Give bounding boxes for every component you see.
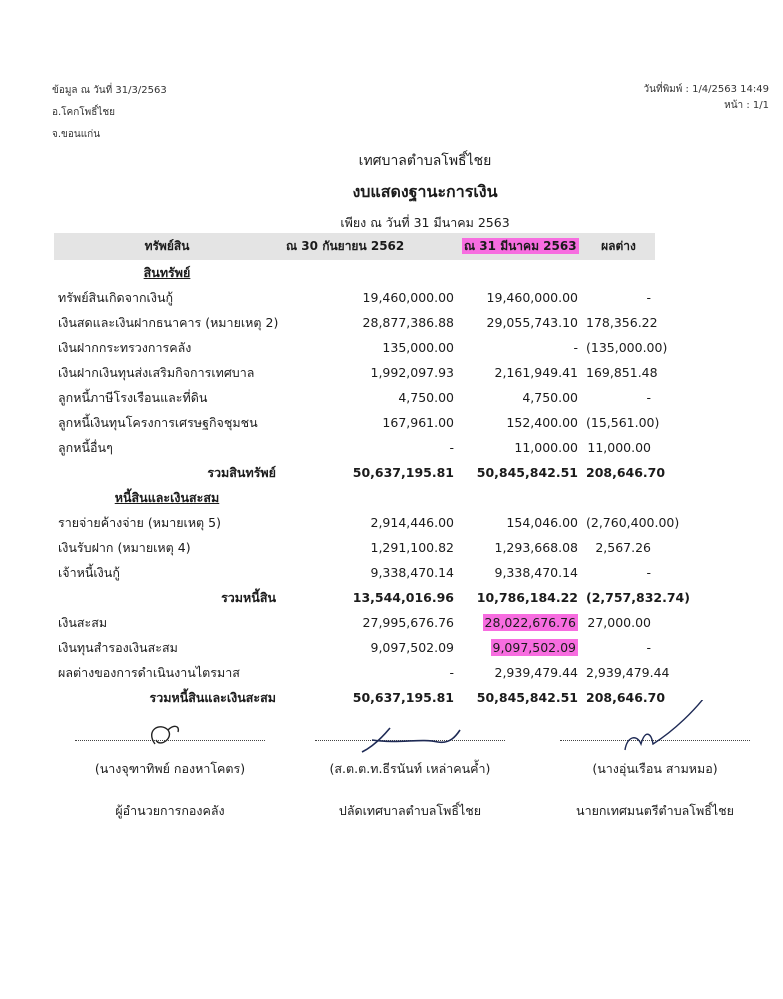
current-period-value: 152,400.00 — [506, 415, 578, 430]
difference-value: 11,000.00 — [587, 440, 651, 455]
as-of-date: เพียง ณ วันที่ 31 มีนาคม 2563 — [340, 215, 510, 230]
signature-scribble-2 — [300, 700, 520, 760]
document-title: งบแสดงฐานะการเงิน — [352, 182, 498, 201]
signer-name: (นางอุ่นเรือน สามหมอ) — [592, 761, 718, 776]
prior-period-value: - — [449, 665, 454, 680]
table-row — [54, 535, 655, 560]
prior-period-value: 19,460,000.00 — [362, 290, 454, 305]
prior-period-value: 1,291,100.82 — [370, 540, 454, 555]
signature-block-clerk — [300, 740, 520, 821]
table-row — [54, 510, 655, 535]
difference-value: 27,000.00 — [587, 615, 651, 630]
current-period-highlight: ณ 31 มีนาคม 2563 — [464, 239, 577, 253]
prior-period-value: 2,914,446.00 — [370, 515, 454, 530]
column-header-assets: ทรัพย์สิน — [54, 233, 280, 260]
difference-value: (2,760,400.00) — [586, 515, 680, 530]
total-row — [54, 585, 655, 610]
difference-value: - — [646, 640, 651, 655]
row-label: รายจ่ายค้างจ่าย (หมายเหตุ 5) — [58, 514, 221, 530]
row-label: ลูกหนี้เงินทุนโครงการเศรษฐกิจชุมชน — [58, 414, 258, 430]
current-period-value — [458, 610, 582, 635]
table-row — [54, 285, 655, 310]
current-period-value: 50,845,842.51 — [476, 465, 578, 480]
signer-position: ผู้อำนวยการกองคลัง — [115, 803, 225, 818]
difference-value: 208,646.70 — [586, 465, 666, 480]
difference-value: - — [646, 390, 651, 405]
current-period-value: 11,000.00 — [514, 440, 578, 455]
prior-period-value — [280, 260, 458, 285]
current-period-value: - — [573, 340, 578, 355]
row-label: รวมหนี้สินและเงินสะสม — [149, 689, 276, 705]
print-date: วันที่พิมพ์ : 1/4/2563 14:49 — [643, 84, 769, 95]
data-date: ข้อมูล ณ วันที่ 31/3/2563 — [52, 85, 167, 96]
table-row — [54, 335, 655, 360]
current-period-value: 19,460,000.00 — [486, 290, 578, 305]
prior-period-value: 13,544,016.96 — [352, 590, 454, 605]
report-meta-right — [644, 82, 769, 114]
row-label: เงินสะสม — [58, 614, 108, 630]
table-row — [54, 310, 655, 335]
organization-name: เทศบาลตำบลโพธิ์ไชย — [358, 153, 492, 169]
difference-value: 169,851.48 — [586, 365, 658, 380]
row-label: ลูกหนี้อื่นๆ — [58, 439, 113, 455]
signature-scribble-1 — [60, 700, 280, 760]
prior-period-value: 9,338,470.14 — [370, 565, 454, 580]
row-label: ผลต่างของการดำเนินงานไตรมาส — [58, 664, 240, 680]
current-period-value — [458, 260, 582, 285]
row-label: เงินฝากเงินทุนส่งเสริมกิจการเทศบาล — [58, 364, 255, 380]
table-row — [54, 360, 655, 385]
prior-period-value: 9,097,502.09 — [370, 640, 454, 655]
column-header-prior-period: ณ 30 กันยายน 2562 — [280, 233, 458, 260]
difference-value: (2,757,832.74) — [586, 590, 690, 605]
section-row — [54, 485, 655, 510]
report-meta-left — [52, 80, 167, 146]
difference-value: 178,356.22 — [586, 315, 658, 330]
signer-position: ปลัดเทศบาลตำบลโพธิ์ไชย — [338, 803, 482, 818]
row-label: เงินสดและเงินฝากธนาคาร (หมายเหตุ 2) — [58, 314, 279, 330]
current-period-value — [458, 485, 582, 510]
district-name: อ.โคกโพธิ์ไชย — [52, 107, 116, 118]
table-row — [54, 385, 655, 410]
balance-sheet-table — [54, 233, 690, 710]
row-label: เงินทุนสำรองเงินสะสม — [58, 639, 178, 655]
difference-value: 208,646.70 — [586, 690, 666, 705]
row-label: เงินฝากกระทรวงการคลัง — [58, 339, 192, 355]
table-row — [54, 560, 655, 585]
current-period-value: 4,750.00 — [522, 390, 578, 405]
section-row — [54, 260, 655, 285]
difference-value: (135,000.00) — [586, 340, 668, 355]
current-period-value: 29,055,743.10 — [486, 315, 578, 330]
signature-scribble-3 — [545, 700, 765, 760]
prior-period-value: 167,961.00 — [382, 415, 454, 430]
prior-period-value: 27,995,676.76 — [362, 615, 454, 630]
prior-period-value: 50,637,195.81 — [352, 690, 454, 705]
prior-period-value — [280, 485, 458, 510]
highlighted-value: 28,022,676.76 — [484, 615, 576, 630]
prior-period-value: 50,637,195.81 — [352, 465, 454, 480]
signature-block-mayor — [545, 740, 765, 821]
prior-period-value: 4,750.00 — [398, 390, 454, 405]
table-body — [54, 260, 690, 710]
difference-value: 2,939,479.44 — [586, 665, 670, 680]
row-label: เจ้าหนี้เงินกู้ — [58, 564, 120, 580]
difference-value: - — [646, 290, 651, 305]
document-heading — [230, 150, 620, 233]
current-period-value: 2,161,949.41 — [494, 365, 578, 380]
difference-value — [582, 485, 655, 510]
prior-period-value: 1,992,097.93 — [370, 365, 454, 380]
page-number: หน้า : 1/1 — [724, 100, 769, 111]
prior-period-value: 135,000.00 — [382, 340, 454, 355]
table-row — [54, 610, 655, 635]
current-period-value: 154,046.00 — [506, 515, 578, 530]
table-header-row — [54, 233, 655, 260]
row-label: รวมสินทรัพย์ — [207, 464, 276, 480]
difference-value: 2,567.26 — [595, 540, 651, 555]
row-label: ลูกหนี้ภาษีโรงเรือนและที่ดิน — [58, 389, 208, 405]
province-name: จ.ขอนแก่น — [52, 129, 101, 140]
current-period-value: 10,786,184.22 — [476, 590, 578, 605]
current-period-value: 2,939,479.44 — [494, 665, 578, 680]
current-period-value — [458, 635, 582, 660]
column-header-current-period — [458, 233, 582, 260]
total-row — [54, 460, 655, 485]
prior-period-value: - — [449, 440, 454, 455]
signature-block-finance — [60, 740, 280, 821]
row-label: รวมหนี้สิน — [221, 589, 276, 605]
current-period-value: 9,338,470.14 — [494, 565, 578, 580]
row-label: เงินรับฝาก (หมายเหตุ 4) — [58, 539, 191, 555]
difference-value: (15,561.00) — [586, 415, 660, 430]
column-header-difference: ผลต่าง — [582, 233, 655, 260]
highlighted-value: 9,097,502.09 — [492, 640, 576, 655]
section-label: สินทรัพย์ — [143, 264, 191, 280]
signer-name: (นางจุฑาทิพย์ กองหาโคตร) — [94, 761, 246, 776]
difference-value — [582, 260, 655, 285]
table-row — [54, 435, 655, 460]
table-row — [54, 635, 655, 660]
current-period-value: 1,293,668.08 — [494, 540, 578, 555]
section-label: หนี้สินและเงินสะสม — [114, 489, 220, 505]
signer-name: (ส.ต.ต.ท.ธีรนันท์ เหล่าคนค้ำ) — [329, 761, 491, 776]
table-row — [54, 660, 655, 685]
table-row — [54, 410, 655, 435]
row-label: ทรัพย์สินเกิดจากเงินกู้ — [58, 289, 174, 305]
signer-position: นายกเทศมนตรีตำบลโพธิ์ไชย — [576, 803, 734, 818]
prior-period-value: 28,877,386.88 — [362, 315, 454, 330]
current-period-value: 50,845,842.51 — [476, 690, 578, 705]
difference-value: - — [646, 565, 651, 580]
